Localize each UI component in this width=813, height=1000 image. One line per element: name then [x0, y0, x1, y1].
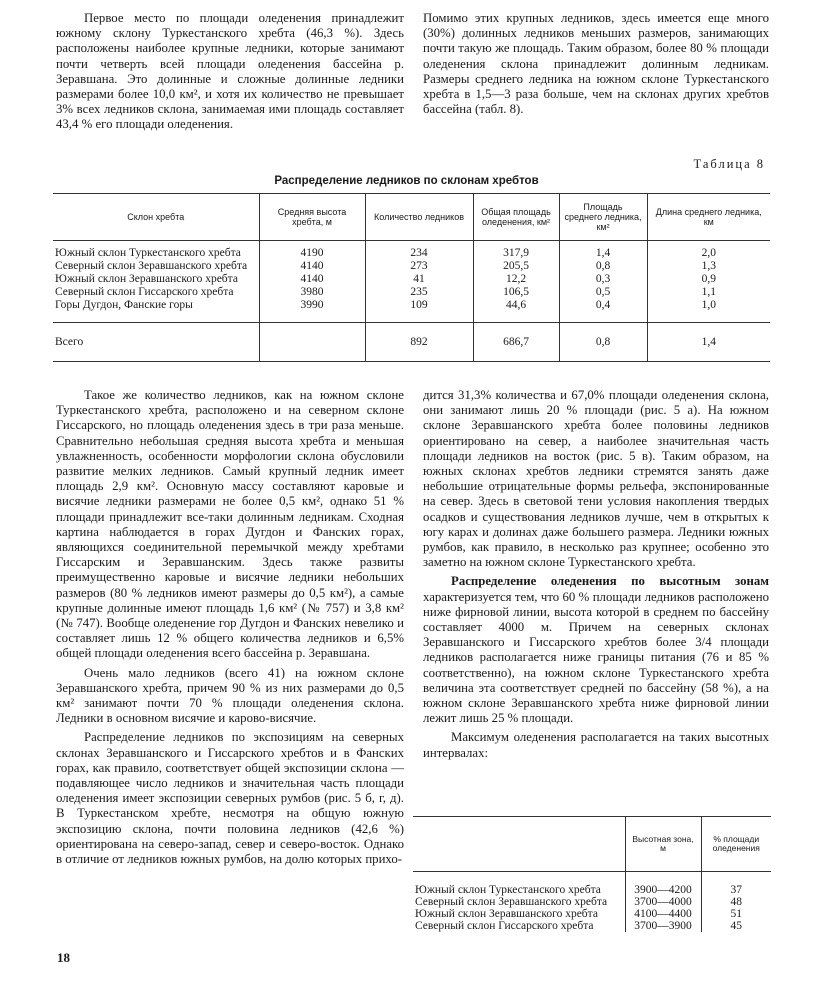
top-left-column — [56, 11, 404, 137]
paragraph — [423, 574, 769, 726]
table-cell: 686,7 — [473, 323, 559, 362]
table-row — [53, 299, 770, 312]
table-row — [53, 273, 770, 286]
table-cell: 3990 — [259, 299, 365, 312]
table-row — [413, 920, 771, 932]
paragraph: Первое место по площади оледенения принадлежит южному склону Туркестанского хребта (46,3 %). Здесь расположены наиболее крупные ледники, которые занимают почти четверть всей площади оледенения бассейна р. Зеравшана. Это долинные и сложные долинные ледники размерами более 10,0 км², и хотя их количество не превышает 3% всех ледников склона, занимаемая ими площадь составляет 43,4 % его площади оледенения. — [56, 11, 404, 132]
table-cell: 3900—4200 — [625, 872, 701, 897]
table-cell: 0,4 — [559, 299, 647, 312]
table-cell: Северный склон Гиссарского хребта — [55, 286, 234, 298]
header-cell: Площадь среднего ледника, км² — [559, 194, 647, 241]
table-row — [413, 896, 771, 908]
altitude-zone-table — [413, 816, 771, 932]
table-cell: 1,4 — [559, 241, 647, 261]
top-right-column — [423, 11, 769, 121]
page-number: 18 — [57, 950, 70, 965]
table-cell: 44,6 — [473, 299, 559, 312]
table-cell: Северный склон Зеравшанского хребта — [415, 896, 608, 908]
table-cell: 0,8 — [559, 260, 647, 273]
paragraph: Такое же количество ледников, как на южном склоне Туркестанского хребта, расположено и на северном склоне Гиссарского, но площадь оледенения здесь в три раза меньше. Сравнительно небольшая средняя высота хребта и меньшая увлажненность, особенности морфологии склона обусловили развитие мелких ледников. Самый крупный ледник имеет площадь 2,9 км². Основную массу составляют каровые и висячие ледники размерами не более 0,5 км², однако 51 % площади принадлежит все-таки долинным ледникам. Сходная картина наблюдается в горах Дугдон и Фанских горах, являющихся соединительной перемычкой между хребтами Гиссарским и Зеравшанским. Здесь также развиты преимущественно каровые и висячие ледники небольших размеров (80 % ледников имеют размеры до 0,5 км²), а самые крупные долинные имеют площадь 1,6 км² (№ 757) и 3,8 км² (№ 747). Вообще оледенение гор Дугдон и Фанских невелико и составляет лишь 12 % общего количества ледников и 6,5% общей площади оледенения всего бассейна р. Зеравшана. — [56, 388, 404, 661]
table-cell: 2,0 — [647, 241, 770, 261]
table-cell: 0,5 — [559, 286, 647, 299]
table-cell: 109 — [365, 299, 473, 312]
table-cell: 41 — [365, 273, 473, 286]
table-cell: 1,4 — [647, 323, 770, 362]
table-cell: 1,1 — [647, 286, 770, 299]
table-cell: 0,9 — [647, 273, 770, 286]
table-label: Таблица 8 — [693, 157, 765, 171]
table-header-row — [53, 194, 770, 241]
table-cell: 892 — [365, 323, 473, 362]
header-cell: Длина среднего ледника, км — [647, 194, 770, 241]
table-cell: Южный склон Туркестанского хребта — [55, 247, 241, 259]
table-title: Распределение ледников по склонам хребтов — [274, 175, 539, 187]
table-header-row — [413, 817, 771, 872]
table-cell: Всего — [53, 323, 259, 362]
table-cell: 0,8 — [559, 323, 647, 362]
paragraph: Максимум оледенения располагается на таких высотных интервалах: — [423, 730, 769, 760]
table-row — [53, 241, 770, 261]
table-row — [53, 286, 770, 299]
paragraph-text: характеризуется тем, что 60 % площади ледников расположено ниже фирновой линии, высота которой в среднем по бассейну составляет 4000 м. Причем на северных склонах Зеравшанского и Гиссарского хребтов более 3/4 площади ледников располагается ниже границы питания (76 и 85 % соответственно), на южном склоне Туркестанского хребта величина эта соответствует средней по бассейну (58 %), а на южном склоне Зеравшанского хребта ниже фирновой линии лежит лишь 25 % площади. — [423, 589, 769, 726]
table-cell: 106,5 — [473, 286, 559, 299]
header-cell: Общая площадь оледенения, км² — [473, 194, 559, 241]
table-spacer-row — [53, 312, 770, 323]
table-cell: 4140 — [259, 273, 365, 286]
table-cell: 4190 — [259, 241, 365, 261]
table-cell: 1,0 — [647, 299, 770, 312]
table-cell: Южный склон Зеравшанского хребта — [55, 273, 238, 285]
table-cell: 3700—4000 — [625, 896, 701, 908]
table-cell — [259, 323, 365, 362]
table-row — [53, 260, 770, 273]
table-cell: 12,2 — [473, 273, 559, 286]
table-cell: 205,5 — [473, 260, 559, 273]
table-row — [413, 872, 771, 897]
table-cell: Северный склон Зеравшанского хребта — [55, 260, 248, 272]
table-cell: 4100—4400 — [625, 908, 701, 920]
table-cell: 0,3 — [559, 273, 647, 286]
bottom-right-column — [423, 388, 769, 765]
table-cell: Северный склон Гиссарского хребта — [415, 920, 594, 932]
header-cell — [413, 817, 625, 872]
table-cell: 4140 — [259, 260, 365, 273]
paragraph: Помимо этих крупных ледников, здесь имеется еще много (30%) долинных ледников меньших размеров, занимающих почти такую же площадь. Таким образом, более 80 % площади оледенения склона принадлежит долинным ледникам. Размеры среднего ледника на южном склоне Туркестанского хребта в 1,5—3 раза больше, чем на склонах других хребтов бассейна (табл. 8). — [423, 11, 769, 117]
header-cell: Склон хребта — [53, 194, 259, 241]
table-cell: 317,9 — [473, 241, 559, 261]
paragraph: дится 31,3% количества и 67,0% площади оледенения склона, они занимают лишь 20 % площади (рис. 5 а). На южном склоне Зеравшанского хребта более половины ледников ориентировано на север, а наиболее значительная часть площади ледников на восток (рис. 5 в). Таким образом, на южных склонах хребтов ледники стремятся занять даже небольшие отрицательные формы рельефа, экспонированные на север. Здесь в световой тени условия накопления твердых осадков и существования ледников лучше, чем в открытых к югу карах и долинах даже большего размера. Ледники южных румбов, как правило, в несколько раз крупнее; особенно это заметно на южном склоне Туркестанского хребта. — [423, 388, 769, 570]
paragraph: Очень мало ледников (всего 41) на южном склоне Зеравшанского хребта, причем 90 % из них размерами до 0,5 км² занимают почти 70 % площади оледенения склона. Ледники в основном висячие и карово-висячие. — [56, 665, 404, 726]
table-cell: 45 — [701, 920, 771, 932]
header-cell: Средняя высота хребта, м — [259, 194, 365, 241]
header-cell: % площади оледенения — [701, 817, 771, 872]
table-row — [413, 908, 771, 920]
table-cell: Южный склон Зеравшанского хребта — [415, 908, 598, 920]
glacier-distribution-table — [53, 193, 770, 362]
header-cell: Высотная зона, м — [625, 817, 701, 872]
table-total-row — [53, 323, 770, 362]
paragraph: Распределение ледников по экспозициям на северных склонах Зеравшанского и Гиссарского хребтов и в Фанских горах, как правило, соответствует общей экспозиции склона — подавляющее число ледников и значительная часть площади оледенения имеет экспозиции северных румбов (рис. 5 б, г, д). В Туркестанском хребте, несмотря на общую южную экспозицию склона, почти половина ледников (42,6 %) ориентирована на северо-запад, север и северо-восток. Однако в отличие от ледников южных румбов, на долю которых прихо- — [56, 730, 404, 867]
table-cell: 51 — [701, 908, 771, 920]
table-cell: 235 — [365, 286, 473, 299]
table-cell: Горы Дугдон, Фанские горы — [55, 299, 193, 311]
table-cell: 3980 — [259, 286, 365, 299]
table-cell: 1,3 — [647, 260, 770, 273]
table-cell: 273 — [365, 260, 473, 273]
bottom-left-column — [56, 388, 404, 871]
paragraph-lead-bold: Распределение оледенения по высотным зонам — [451, 574, 769, 589]
table-cell: 234 — [365, 241, 473, 261]
table-cell: 37 — [701, 872, 771, 897]
table-cell: 48 — [701, 896, 771, 908]
table-cell: 3700—3900 — [625, 920, 701, 932]
header-cell: Количество ледников — [365, 194, 473, 241]
table-cell: Южный склон Туркестанского хребта — [415, 884, 601, 896]
